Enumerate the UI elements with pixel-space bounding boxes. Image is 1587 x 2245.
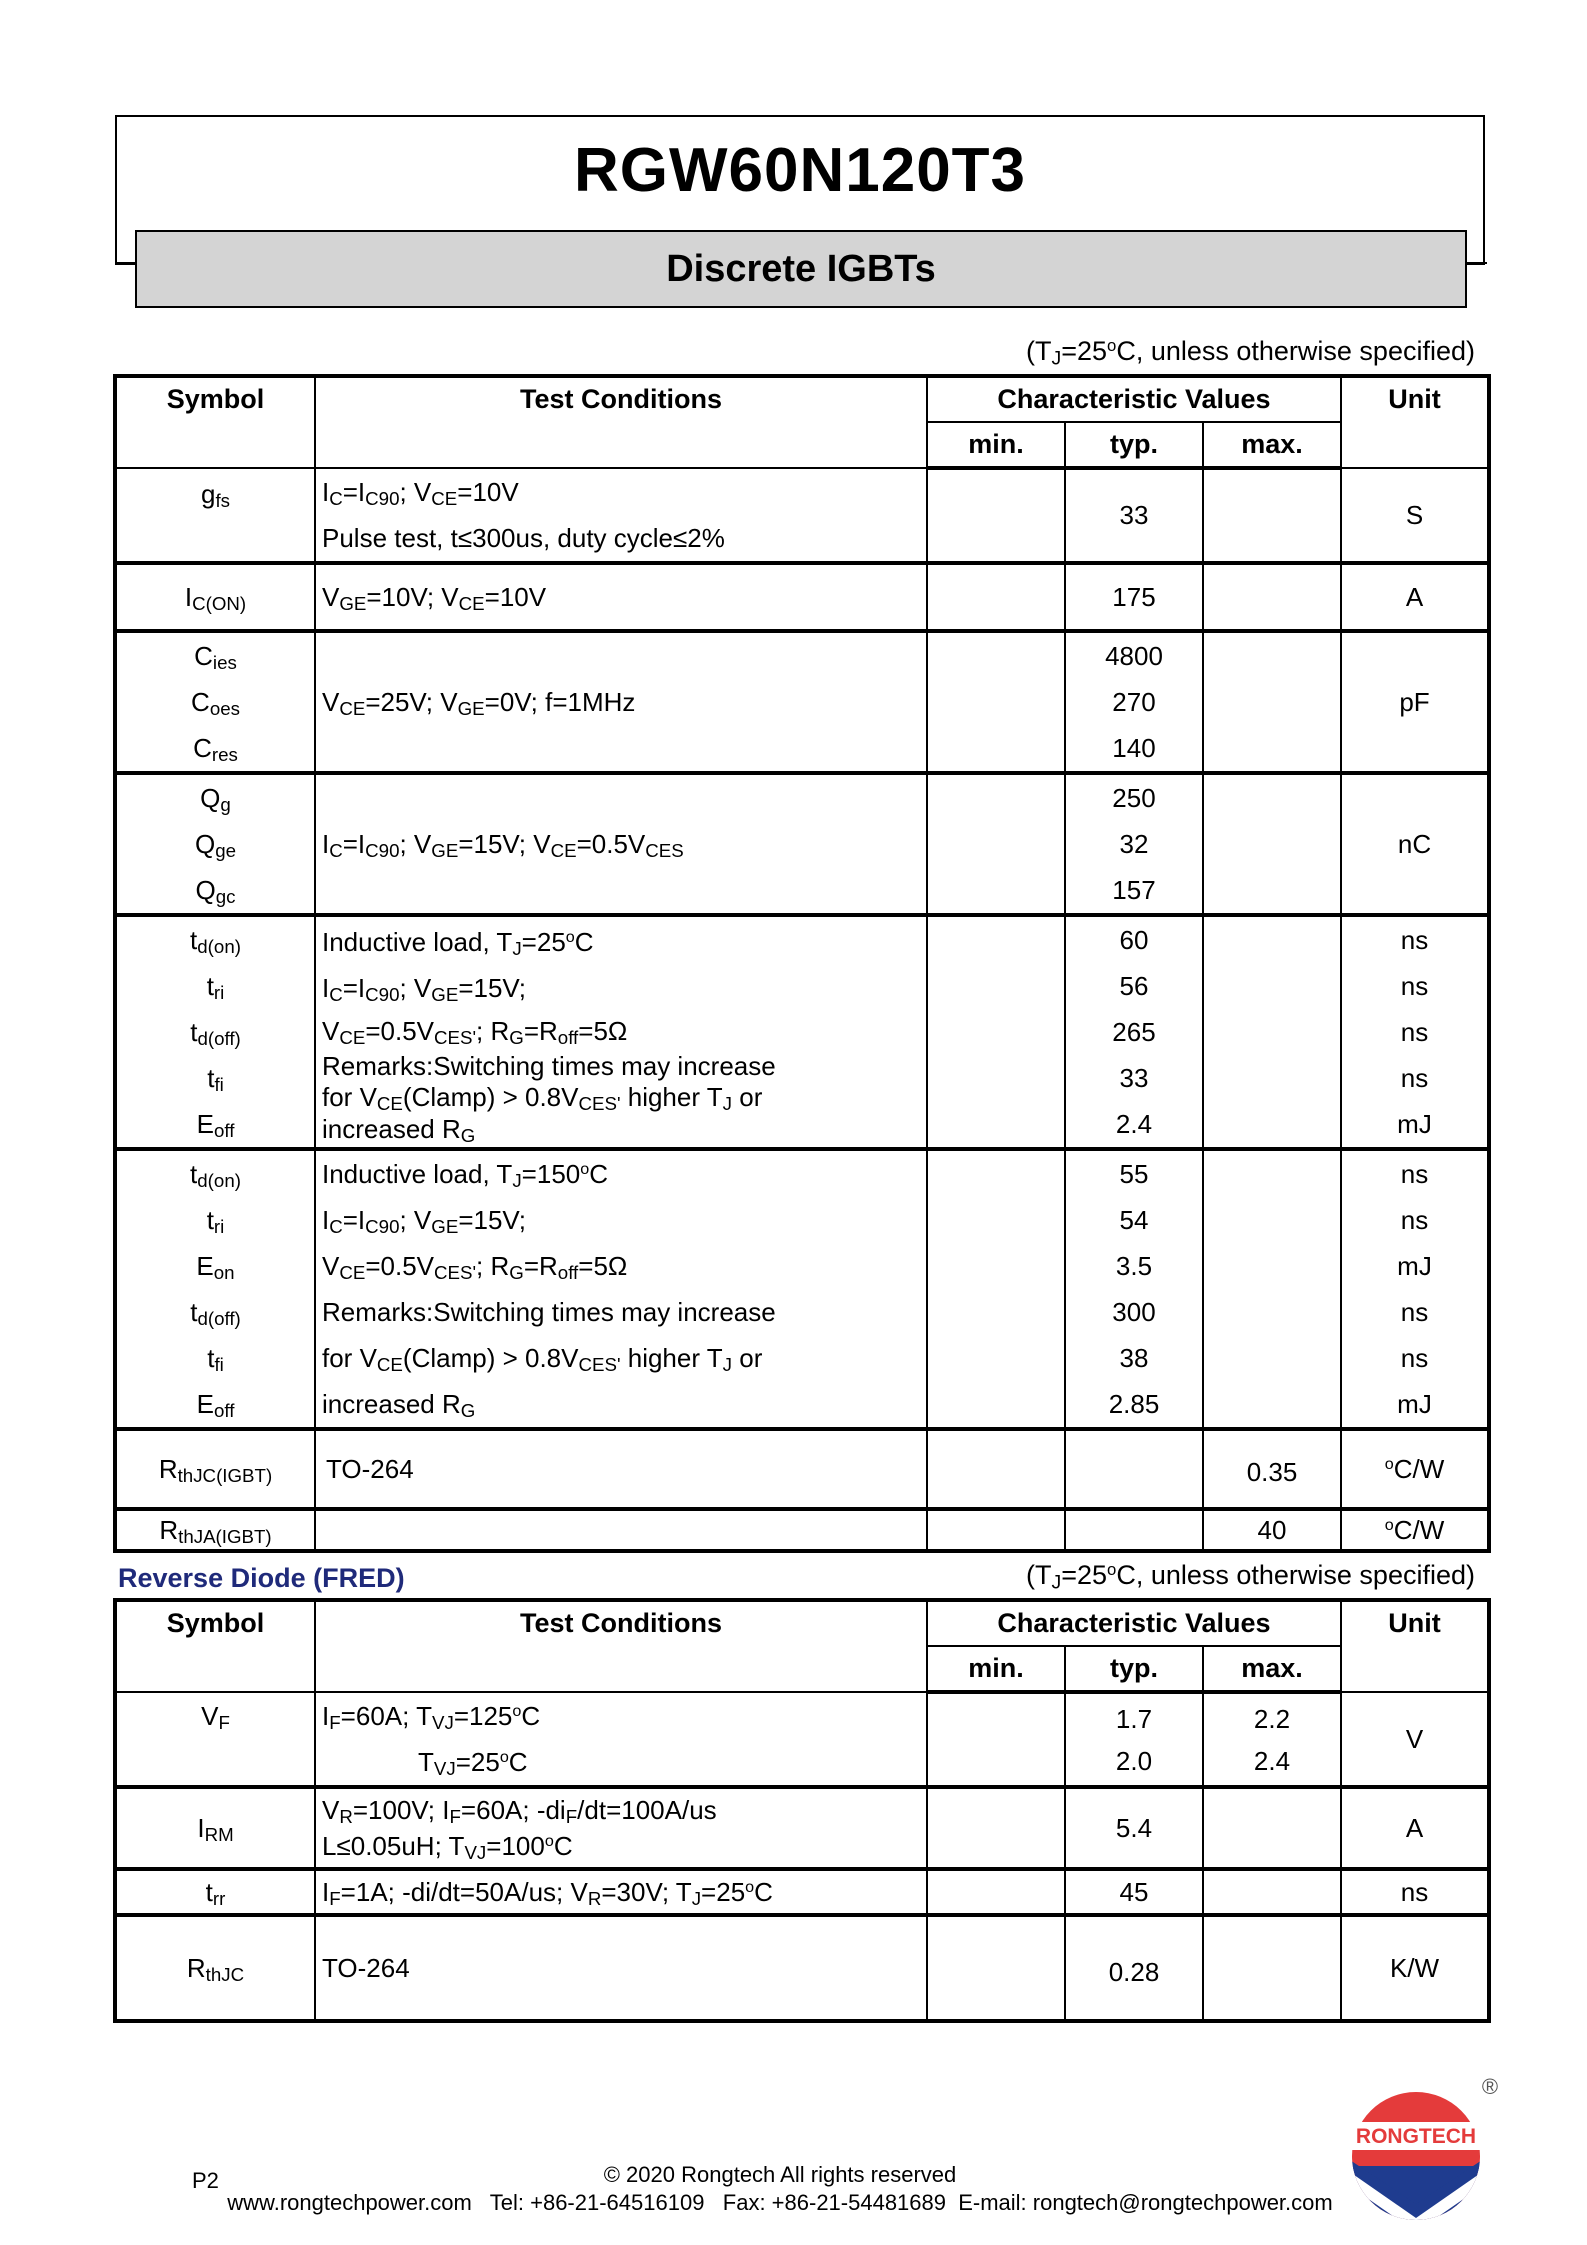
diode-header-test-conditions: Test Conditions bbox=[315, 1600, 927, 1692]
sw25-max bbox=[1203, 915, 1341, 1149]
symbol-ic-on: $I_{C(ON)}$ bbox=[115, 563, 315, 631]
conditions-rthja-igbt bbox=[315, 1509, 927, 1551]
rthjc-diode-min bbox=[927, 1915, 1065, 2021]
symbol-rthjc-diode: $R_{thJC}$ bbox=[115, 1915, 315, 2021]
symbol-gfs: $g_{fs}$ bbox=[115, 468, 315, 563]
header-characteristic-values: Characteristic Values bbox=[927, 376, 1341, 422]
header-test-conditions: Test Conditions bbox=[315, 376, 927, 468]
conditions-vf: $I_F=60A$; $T_{VJ}=125^oC$ $T_{VJ}=25^oC$ bbox=[315, 1692, 927, 1787]
sw150-unit: ns bbox=[1400, 1343, 1429, 1373]
diode-header-typ: typ. bbox=[1065, 1646, 1203, 1692]
rthjc-diode-typ: 0.28 bbox=[1065, 1915, 1203, 2021]
trr-max bbox=[1203, 1869, 1341, 1915]
vf-max-values bbox=[1203, 1692, 1341, 1787]
igbt-conditions-note: ($T_J=25^oC$, unless otherwise specified) bbox=[1026, 335, 1475, 370]
diode-header-symbol: Symbol bbox=[115, 1600, 315, 1692]
sw150-unit: ns bbox=[1400, 1205, 1429, 1235]
symbol-rthja-igbt: $R_{thJA(IGBT)}$ bbox=[115, 1509, 315, 1551]
conditions-trr: $I_F=1A$; -di/dt=50A/us; $V_R=30V$; $T_J=25^oC$ bbox=[315, 1869, 927, 1915]
vf-max-25: 2.4 bbox=[1253, 1745, 1291, 1776]
cap-unit: pF bbox=[1341, 631, 1489, 773]
gfs-unit: S bbox=[1341, 468, 1489, 563]
page-number: P2 bbox=[192, 2168, 219, 2193]
charge-max bbox=[1203, 773, 1341, 915]
igbt-characteristics-table bbox=[113, 374, 1491, 1553]
header-symbol: Symbol bbox=[115, 376, 315, 468]
ic-on-max bbox=[1203, 563, 1341, 631]
symbols-switching-150c: $t_{d(on)}$ $t_{ri}$ $E_{on}$ $t_{d(off)}$ $t_{fi}$ $E_{off}$ bbox=[115, 1149, 315, 1429]
vf-unit: V bbox=[1341, 1692, 1489, 1787]
diode-header-max: max. bbox=[1203, 1646, 1341, 1692]
sw25-eoff: 2.4 bbox=[1115, 1109, 1153, 1139]
irm-min bbox=[927, 1787, 1065, 1869]
header-max: max. bbox=[1203, 422, 1341, 468]
sw25-unit: ns bbox=[1400, 925, 1429, 955]
diode-conditions-note: ($T_J=25^oC$, unless otherwise specified) bbox=[1026, 1559, 1475, 1594]
cies-typ: 4800 bbox=[1105, 641, 1163, 671]
copyright: © 2020 Rongtech All rights reserved bbox=[603, 2162, 957, 2187]
vf-typ-125: 1.7 bbox=[1115, 1703, 1153, 1734]
part-number: RGW60N120T3 bbox=[573, 136, 1027, 205]
rthjc-diode-max bbox=[1203, 1915, 1341, 2021]
sw150-eon: 3.5 bbox=[1115, 1251, 1153, 1281]
category-banner: Discrete IGBTs bbox=[135, 230, 1467, 308]
sw25-units bbox=[1341, 915, 1489, 1149]
rthjc-min bbox=[927, 1429, 1065, 1509]
sw150-min bbox=[927, 1149, 1065, 1429]
sw150-unit: mJ bbox=[1397, 1251, 1432, 1281]
contact-line: www.rongtechpower.com Tel: +86-21-64516109 Fax: +86-21-54481689 E-mail: rongtech@rongtechpower.com bbox=[227, 2190, 1333, 2215]
sw150-tri: 54 bbox=[1119, 1205, 1149, 1235]
sw25-min bbox=[927, 915, 1065, 1149]
conditions-irm: $V_R=100V$; $I_F=60A$; $-di_F/dt=100A/us$ L≤0.05uH; $T_{VJ}=100^oC$ bbox=[315, 1787, 927, 1869]
sw25-tfi: 33 bbox=[1119, 1063, 1149, 1093]
irm-max bbox=[1203, 1787, 1341, 1869]
sw25-tri: 56 bbox=[1119, 971, 1149, 1001]
cap-max bbox=[1203, 631, 1341, 773]
irm-typ: 5.4 bbox=[1065, 1787, 1203, 1869]
symbol-trr: $t_{rr}$ bbox=[115, 1869, 315, 1915]
rthjc-unit: $^o$C/W bbox=[1341, 1429, 1489, 1509]
rthjc-diode-unit: K/W bbox=[1341, 1915, 1489, 2021]
trr-typ: 45 bbox=[1065, 1869, 1203, 1915]
irm-unit: A bbox=[1341, 1787, 1489, 1869]
diode-characteristics-table bbox=[113, 1598, 1491, 2023]
sw150-max bbox=[1203, 1149, 1341, 1429]
diode-header-characteristic-values: Characteristic Values bbox=[927, 1600, 1341, 1646]
ic-on-unit: A bbox=[1341, 563, 1489, 631]
sw150-unit: mJ bbox=[1397, 1389, 1432, 1419]
symbol-vf: $V_F$ bbox=[115, 1692, 315, 1787]
sw150-unit: ns bbox=[1400, 1297, 1429, 1327]
sw25-unit: ns bbox=[1400, 971, 1429, 1001]
symbol-rthjc-igbt: $R_{thJC(IGBT)}$ bbox=[115, 1429, 315, 1509]
conditions-capacitance: $V_{CE}=25V$; $V_{GE}=0V$; f=1MHz bbox=[315, 631, 927, 773]
vf-max-125: 2.2 bbox=[1253, 1703, 1291, 1734]
conditions-gate-charge: $I_C=I_{C90}$; $V_{GE}=15V$; $V_{CE}=0.5V_{CES}$ bbox=[315, 773, 927, 915]
sw25-typ-values bbox=[1065, 915, 1203, 1149]
qgc-typ: 157 bbox=[1112, 875, 1156, 905]
cres-typ: 140 bbox=[1112, 733, 1156, 763]
qge-typ: 32 bbox=[1119, 829, 1149, 859]
diode-header-unit: Unit bbox=[1341, 1600, 1489, 1692]
conditions-rthjc-diode: TO-264 bbox=[315, 1915, 927, 2021]
cap-typ-values bbox=[1065, 631, 1203, 773]
charge-min bbox=[927, 773, 1065, 915]
vf-typ-values bbox=[1065, 1692, 1203, 1787]
sw150-td-on: 55 bbox=[1119, 1159, 1149, 1189]
symbols-switching-25c: $t_{d(on)}$ $t_{ri}$ $t_{d(off)}$ $t_{fi}$ $E_{off}$ bbox=[115, 915, 315, 1149]
sw25-td-on: 60 bbox=[1119, 925, 1149, 955]
conditions-ic-on: $V_{GE}=10V$; $V_{CE}=10V$ bbox=[315, 563, 927, 631]
sw150-unit: ns bbox=[1400, 1159, 1429, 1189]
symbol-irm: $I_{RM}$ bbox=[115, 1787, 315, 1869]
rthjc-typ bbox=[1065, 1429, 1203, 1509]
vf-min bbox=[927, 1692, 1065, 1787]
ic-on-typ: 175 bbox=[1065, 563, 1203, 631]
coes-typ: 270 bbox=[1112, 687, 1156, 717]
diode-header-min: min. bbox=[927, 1646, 1065, 1692]
qg-typ: 250 bbox=[1112, 783, 1156, 813]
sw150-units bbox=[1341, 1149, 1489, 1429]
sw150-td-off: 300 bbox=[1112, 1297, 1156, 1327]
sw25-td-off: 265 bbox=[1112, 1017, 1156, 1047]
cap-min bbox=[927, 631, 1065, 773]
vf-typ-25: 2.0 bbox=[1115, 1745, 1153, 1776]
trr-unit: ns bbox=[1341, 1869, 1489, 1915]
header-typ: typ. bbox=[1065, 422, 1203, 468]
sw25-unit: ns bbox=[1400, 1017, 1429, 1047]
charge-typ-values bbox=[1065, 773, 1203, 915]
conditions-switching-25c: Inductive load, $T_J=25^oC$ $I_C=I_{C90}$; $V_{GE}=15V$; $V_{CE}=0.5V_{CES'}$; $R_G=R_{off}=5\Omega$ Remarks:Switching times may increase for $V_{CE}(Clamp) > 0.8V_{CES'}$ higher $T_J$ or increased $R_G$ bbox=[315, 915, 927, 1149]
conditions-rthjc-igbt: TO-264 bbox=[315, 1429, 927, 1509]
conditions-gfs: $I_C=I_{C90}$; $V_{CE}=10V$ Pulse test, t≤300us, duty cycle≤2% bbox=[315, 468, 927, 563]
conditions-switching-150c: Inductive load, $T_J=150^oC$ $I_C=I_{C90}$; $V_{GE}=15V$; $V_{CE}=0.5V_{CES'}$; $R_G=R_{off}=5\Omega$ Remarks:Switching times may increase for $V_{CE}(Clamp) > 0.8V_{CES'}$ higher $T_J$ or increased $R_G$ bbox=[315, 1149, 927, 1429]
rthja-unit: $^o$C/W bbox=[1341, 1509, 1489, 1551]
sw25-unit: mJ bbox=[1397, 1109, 1432, 1139]
gfs-max bbox=[1203, 468, 1341, 563]
sw150-tfi: 38 bbox=[1119, 1343, 1149, 1373]
rthja-typ bbox=[1065, 1509, 1203, 1551]
symbols-gate-charge: $Q_g$ $Q_{ge}$ $Q_{gc}$ bbox=[115, 773, 315, 915]
header-min: min. bbox=[927, 422, 1065, 468]
rthja-max: 40 bbox=[1203, 1509, 1341, 1551]
title-box-notch-left bbox=[115, 262, 137, 264]
logo-text: RONGTECH bbox=[1355, 2125, 1477, 2148]
diode-section-title: Reverse Diode (FRED) bbox=[118, 1563, 405, 1593]
ic-on-min bbox=[927, 563, 1065, 631]
trr-min bbox=[927, 1869, 1065, 1915]
header-unit: Unit bbox=[1341, 376, 1489, 468]
symbols-capacitance: $C_{ies}$ $C_{oes}$ $C_{res}$ bbox=[115, 631, 315, 773]
sw150-typ-values bbox=[1065, 1149, 1203, 1429]
registered-mark: ® bbox=[1481, 2074, 1499, 2099]
charge-unit: nC bbox=[1341, 773, 1489, 915]
gfs-min bbox=[927, 468, 1065, 563]
rthjc-max: 0.35 bbox=[1203, 1429, 1341, 1509]
gfs-typ: 33 bbox=[1065, 468, 1203, 563]
rthja-min bbox=[927, 1509, 1065, 1551]
title-box-notch-right bbox=[1465, 262, 1487, 264]
sw25-unit: ns bbox=[1400, 1063, 1429, 1093]
sw150-eoff: 2.85 bbox=[1108, 1389, 1160, 1419]
